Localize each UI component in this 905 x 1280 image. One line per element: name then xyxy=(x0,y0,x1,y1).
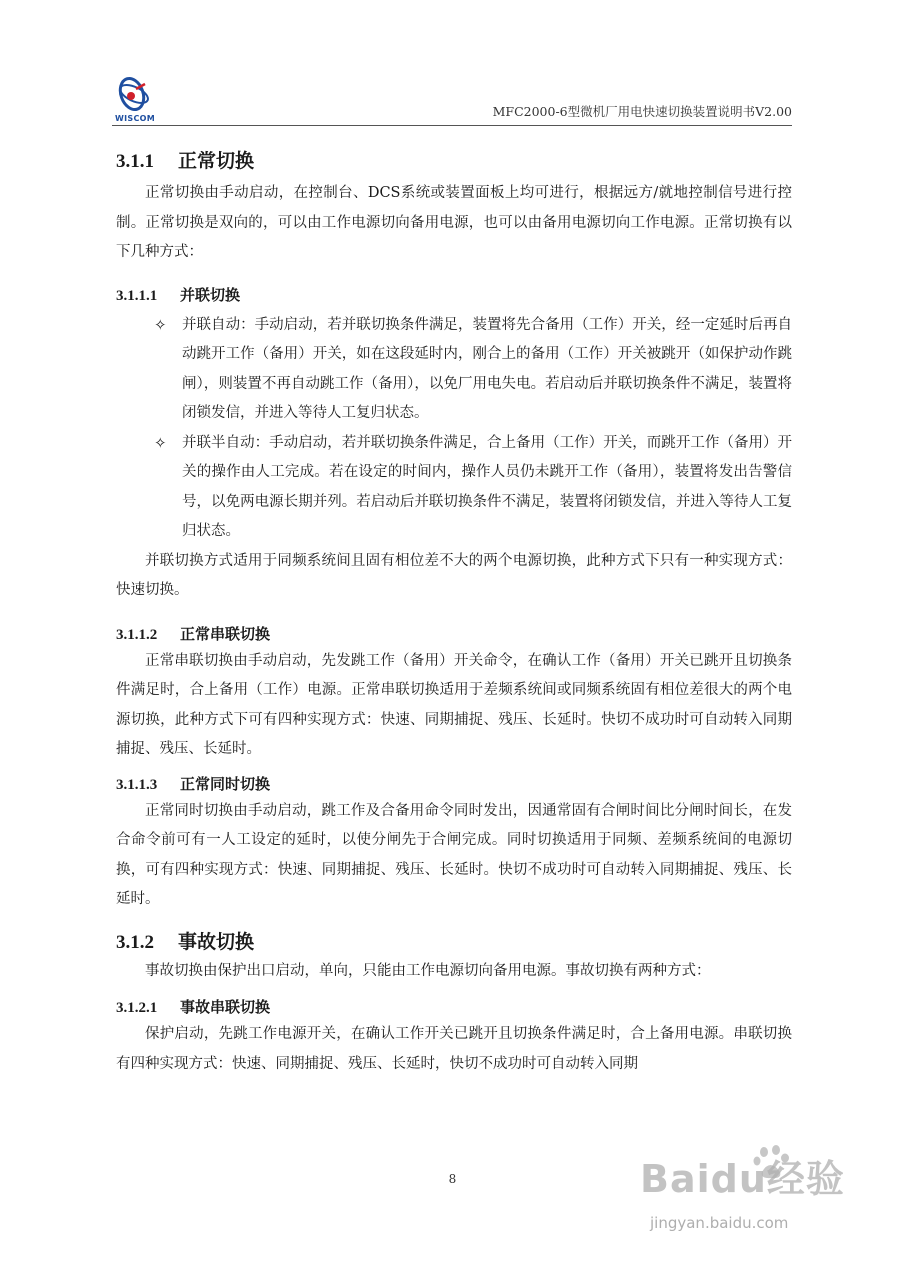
section-heading-3-1-1 xyxy=(116,146,792,176)
section-number: 3.1.2 xyxy=(116,931,154,953)
wiscom-logo-icon xyxy=(112,72,162,116)
page-content xyxy=(116,146,792,1079)
section-number: 3.1.1 xyxy=(116,151,154,172)
list-item-text: 并联半自动：手动启动，若并联切换条件满足，合上备用（工作）开关，而跳开工作（备用）开关的操作由人工完成。若在设定的时间内，操作人员仍未跳开工作（备用），装置将发出告警信号，以免两电源长期并列。若启动后并联切换条件不满足，装置将闭锁发信，并进入等待人工复归状态。 xyxy=(182,434,792,539)
section-title: 正常串联切换 xyxy=(180,624,271,643)
list-item xyxy=(116,429,792,547)
section-title: 并联切换 xyxy=(180,285,241,304)
section-number: 3.1.1.2 xyxy=(116,626,158,643)
paragraph: 正常串联切换由手动启动，先发跳工作（备用）开关命令，在确认工作（备用）开关已跳开且切换条件满足时，合上备用（工作）电源。正常串联切换适用于差频系统间或同频系统固有相位差很大的两个电源切换，此种方式下可有四种实现方式：快速、同期捕捉、残压、长延时。快切不成功时可自动转入同期捕捉、残压、长延时。 xyxy=(116,652,792,757)
section-title: 事故串联切换 xyxy=(180,998,271,1016)
baidu-jingyan-watermark xyxy=(640,1142,890,1252)
paragraph: 事故切换由保护出口启动，单向，只能由工作电源切向备用电源。事故切换有两种方式： xyxy=(145,962,711,979)
wiscom-logo xyxy=(112,72,162,126)
section-heading-3-1-1-3 xyxy=(116,771,792,797)
section-heading-3-1-1-2 xyxy=(116,621,792,647)
section-number: 3.1.1.3 xyxy=(116,776,158,793)
section-heading-3-1-2-1 xyxy=(116,994,792,1020)
section-heading-3-1-1-1 xyxy=(116,282,792,308)
section-heading-3-1-2 xyxy=(116,927,792,957)
section-title: 正常切换 xyxy=(178,150,255,172)
header-divider xyxy=(112,125,792,126)
watermark-logo: Baidu经验 xyxy=(640,1157,845,1201)
paragraph: 正常切换由手动启动，在控制台、DCS系统或装置面板上均可进行，根据远方/就地控制信号进行控制。正常切换是双向的，可以由工作电源切向备用电源，也可以由备用电源切向工作电源。正常切换有以下几种方式： xyxy=(116,185,792,260)
section-title: 正常同时切换 xyxy=(180,774,271,793)
section-number: 3.1.2.1 xyxy=(116,1000,158,1016)
paragraph: 正常同时切换由手动启动，跳工作及合备用命令同时发出，因通常固有合闸时间比分闸时间长，在发合命令前可有一人工设定的延时，以使分闸先于合闸完成。同时切换适用于同频、差频系统间的电源切换，可有四种实现方式：快速、同期捕捉、残压、长延时。快切不成功时可自动转入同期捕捉、残压、长延时。 xyxy=(116,802,792,907)
section-number: 3.1.1.1 xyxy=(116,287,158,304)
list-item-text: 并联自动：手动启动，若并联切换条件满足，装置将先合备用（工作）开关，经一定延时后再自动跳开工作（备用）开关，如在这段延时内，刚合上的备用（工作）开关被跳开（如保护动作跳闸），则装置不再自动跳工作（备用），以免厂用电失电。若启动后并联切换条件不满足，装置将闭锁发信，并进入等待人工复归状态。 xyxy=(182,316,792,421)
page-number: 8 xyxy=(448,1172,457,1186)
logo-text: WISCOM xyxy=(115,114,155,123)
section-title: 事故切换 xyxy=(178,930,255,953)
watermark-url: jingyan.baidu.com xyxy=(650,1214,789,1232)
diamond-bullet-icon: ✧ xyxy=(154,433,167,452)
list-item xyxy=(116,311,792,429)
document-title: MFC2000-6型微机厂用电快速切换装置说明书V2.00 xyxy=(492,104,792,119)
diamond-bullet-icon: ✧ xyxy=(154,315,167,334)
page-header xyxy=(112,70,792,126)
paragraph: 并联切换方式适用于同频系统间且固有相位差不大的两个电源切换，此种方式下只有一种实现方式：快速切换。 xyxy=(116,552,792,598)
paragraph: 保护启动，先跳工作电源开关，在确认工作开关已跳开且切换条件满足时，合上备用电源。串联切换有四种实现方式：快速、同期捕捉、残压、长延时，快切不成功时可自动转入同期 xyxy=(116,1026,792,1072)
